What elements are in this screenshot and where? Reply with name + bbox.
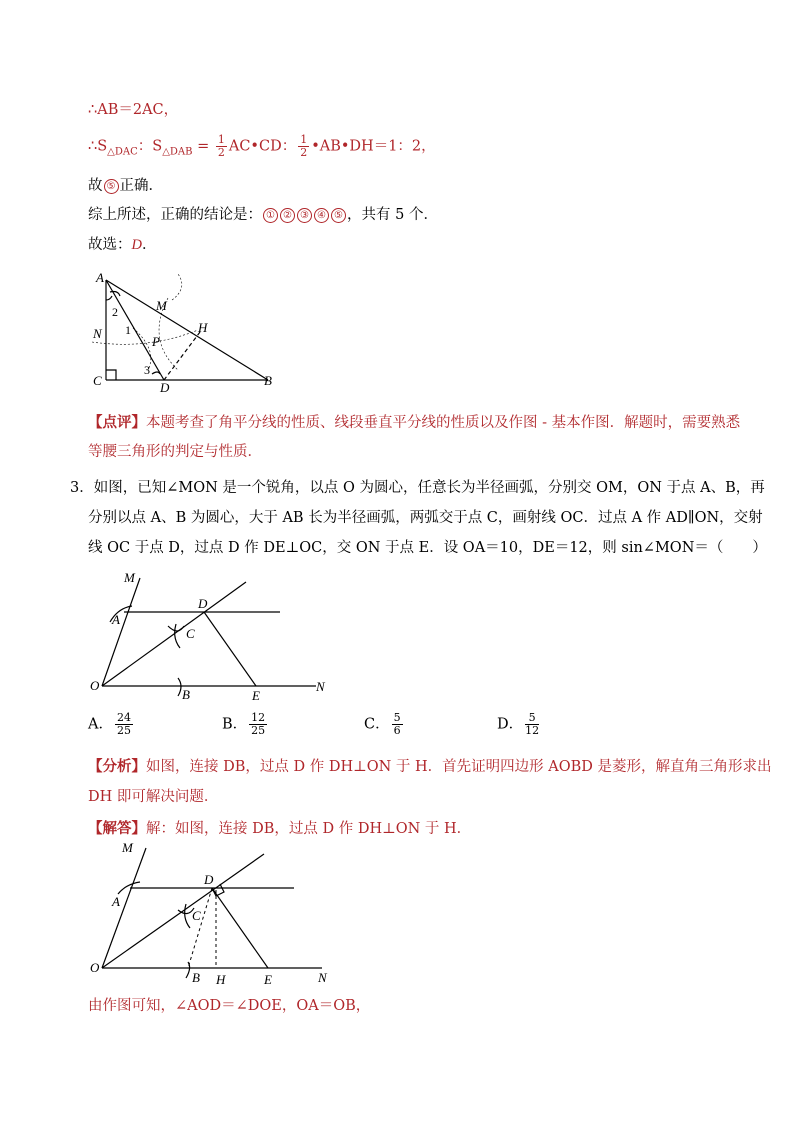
figure-2-construction [88, 568, 338, 703]
arc-c2 [175, 624, 180, 648]
denominator: 12 [525, 724, 540, 737]
label-e: E [252, 688, 260, 703]
right-angle-mark [106, 370, 116, 380]
proof-text: 综上所述，正确的结论是： [88, 207, 262, 223]
denominator: 6 [393, 724, 401, 737]
proof-text: AC•CD： [228, 138, 297, 155]
option-fraction [392, 712, 403, 737]
construction-arc [92, 330, 198, 344]
label-angle-1: 1 [125, 323, 131, 337]
numerator: 12 [251, 711, 266, 724]
label-d: D [204, 872, 214, 887]
proof-line-3 [88, 176, 163, 196]
label-angle-2: 2 [112, 305, 118, 319]
fraction [298, 134, 309, 159]
answer-line-1 [88, 819, 471, 839]
label-n: N [316, 679, 325, 694]
question-text: 3．如图，已知∠MON 是一个锐角，以点 O 为圆心，任意长为半径画弧，分别交 OM，ON 于点 A、B，再 [70, 480, 765, 496]
comment-line-2 [88, 442, 262, 462]
option-fraction [249, 712, 267, 737]
label-p: P [152, 334, 160, 349]
angle-3-arc [152, 372, 160, 374]
numerator: 5 [393, 711, 401, 724]
circled-number: ② [280, 208, 295, 223]
circled-number: ① [263, 208, 278, 223]
denominator: 2 [300, 146, 308, 159]
answer-text: 解：如图，连接 DB，过点 D 作 DH⊥ON 于 H． [146, 821, 472, 837]
proof-text: 故选： [88, 237, 132, 253]
numerator: 5 [525, 712, 539, 725]
answer-tag: 【解答】 [88, 820, 146, 837]
proof-line-2 [88, 134, 436, 162]
answer-letter: D [131, 237, 142, 253]
option-c[interactable] [364, 712, 405, 737]
arc-c1 [168, 626, 184, 631]
label-m: M [124, 570, 135, 585]
proof-text: ，共有 5 个． [347, 207, 438, 223]
question-3-line-3 [88, 538, 767, 558]
subscript: △DAC [107, 146, 138, 158]
construction-arc [172, 274, 182, 300]
ray-oc [102, 854, 264, 968]
subscript: △DAB [162, 146, 193, 158]
label-h: H [198, 320, 208, 335]
label-d: D [198, 596, 208, 611]
numerator: 1 [300, 133, 308, 146]
comment-text: 本题考查了角平分线的性质、线段垂直平分线的性质以及作图 - 基本作图．解题时，需要熟悉 [146, 415, 741, 431]
label-angle-3: 3 [144, 363, 150, 377]
label-a: A [112, 612, 120, 627]
label-n: N [93, 326, 102, 341]
analysis-line-1 [88, 757, 772, 777]
analysis-text: 如图，连接 DB，过点 D 作 DH⊥ON 于 H．首先证明四边形 AOBD 是菱形，解直角三角形求出 [146, 759, 772, 775]
option-b[interactable] [222, 712, 269, 737]
option-fraction [525, 712, 539, 737]
label-b: B [192, 970, 200, 985]
proof-text: ∴AB＝2AC， [88, 102, 179, 118]
option-letter: B． [222, 716, 248, 733]
question-3-line-2 [88, 508, 763, 528]
proof-line-4 [88, 205, 438, 225]
equals: = [192, 138, 214, 155]
circled-number: ⑤ [104, 179, 119, 194]
label-n: N [318, 970, 327, 985]
figure-3-solution [88, 838, 348, 988]
label-d: D [160, 380, 170, 395]
proof-line-1 [88, 100, 178, 120]
option-a[interactable] [88, 712, 135, 737]
comment-text: 等腰三角形的判定与性质． [88, 444, 262, 460]
figure-1-triangle [88, 270, 288, 395]
label-c: C [93, 373, 102, 388]
fraction [216, 134, 227, 159]
proof-line-5 [88, 235, 156, 255]
denominator: 25 [251, 724, 266, 737]
area-symbol: ∴S [88, 138, 108, 155]
segment-de [212, 888, 268, 968]
denominator: 25 [116, 724, 131, 737]
label-m: M [156, 298, 167, 313]
option-d[interactable] [497, 712, 541, 737]
label-c: C [186, 626, 195, 641]
circled-number: ④ [314, 208, 329, 223]
question-text: 线 OC 于点 D，过点 D 作 DE⊥OC，交 ON 于点 E．设 OA＝10，DE＝12，则 sin∠MON＝（ ） [88, 540, 767, 556]
numerator: 24 [116, 711, 131, 724]
proof-text: 由作图可知，∠AOD＝∠DOE，OA＝OB， [88, 998, 371, 1014]
ratio-colon: ：S [137, 138, 163, 155]
comment-tag: 【点评】 [88, 414, 146, 431]
proof-text: 故 [88, 178, 103, 194]
label-o: O [90, 960, 100, 975]
comment-line-1 [88, 413, 740, 433]
option-letter: A． [88, 716, 113, 733]
label-c: C [192, 908, 201, 923]
label-o: O [90, 678, 100, 693]
ray-om [102, 578, 140, 686]
proof-text: 正确． [119, 178, 163, 194]
question-3-line-1 [70, 478, 765, 498]
ray-oc [102, 582, 246, 686]
label-a: A [112, 894, 120, 909]
option-fraction [115, 712, 133, 737]
analysis-line-2 [88, 787, 218, 807]
label-b: B [264, 373, 272, 388]
question-text: 分别以点 A、B 为圆心，大于 AB 长为半径画弧，两弧交于点 C，画射线 OC．过点 A 作 AD∥ON，交射 [88, 510, 763, 526]
segment-de [204, 612, 256, 686]
analysis-tag: 【分析】 [88, 758, 146, 775]
circled-number: ③ [297, 208, 312, 223]
option-letter: D． [497, 716, 524, 733]
denominator: 2 [217, 146, 225, 159]
label-m: M [122, 840, 133, 855]
label-h: H [216, 972, 226, 987]
label-b: B [182, 687, 190, 702]
numerator: 1 [217, 133, 225, 146]
circled-number: ⑤ [331, 208, 346, 223]
arc-b [178, 678, 181, 696]
angle-2-arc [106, 296, 112, 300]
proof-text: •AB•DH＝1：2， [311, 138, 436, 155]
segment-ad [106, 280, 164, 380]
label-a: A [96, 270, 104, 285]
segment-db [188, 888, 212, 968]
ray-om [102, 848, 146, 968]
proof-text: ． [141, 237, 157, 253]
option-letter: C． [364, 716, 390, 733]
analysis-text: DH 即可解决问题． [88, 789, 219, 805]
label-e: E [264, 972, 272, 987]
proof-last-line [88, 996, 370, 1016]
